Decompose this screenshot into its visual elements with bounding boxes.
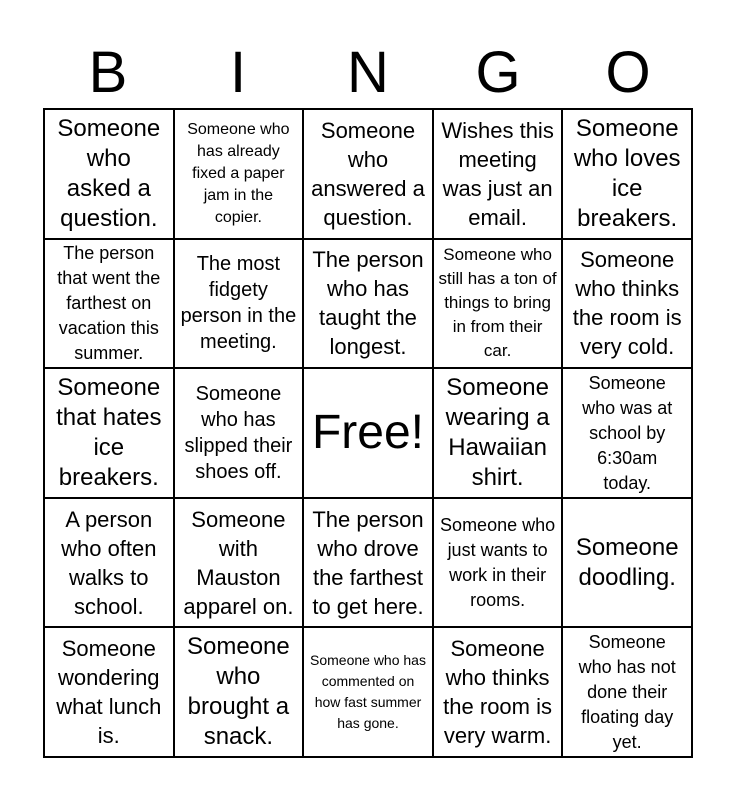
- bingo-cell[interactable]: [303, 368, 433, 498]
- cell-text: Someone with Mauston apparel on.: [183, 506, 294, 619]
- bingo-cell[interactable]: [174, 498, 304, 628]
- bingo-cell[interactable]: [44, 498, 174, 628]
- cell-text: Someone who answered a question.: [311, 117, 425, 230]
- bingo-cell[interactable]: [303, 109, 433, 239]
- bingo-cell[interactable]: [433, 627, 563, 757]
- bingo-cell[interactable]: [433, 109, 563, 239]
- bingo-cell[interactable]: [174, 627, 304, 757]
- free-space: Free!: [311, 405, 424, 459]
- cell-text: Someone who just wants to work in their rooms.: [440, 514, 556, 610]
- cell-text: Someone who thinks the room is very cold.: [572, 247, 682, 360]
- bingo-cell[interactable]: [303, 239, 433, 369]
- bingo-header: [43, 40, 693, 106]
- bingo-cell[interactable]: [174, 368, 304, 498]
- header-letter-o: O: [605, 40, 651, 105]
- cell-text: Someone who still has a ton of things to bring in from their car.: [438, 245, 557, 361]
- header-letter-b: B: [88, 40, 128, 105]
- cell-text: The person who drove the farthest to get here.: [312, 506, 424, 619]
- header-letter-i: I: [229, 40, 247, 105]
- cell-text: Someone who thinks the room is very warm.: [443, 636, 552, 749]
- cell-text: Someone wearing a Hawaiian shirt.: [445, 373, 550, 491]
- cell-text: Someone who loves ice breakers.: [573, 114, 681, 232]
- bingo-cell[interactable]: [562, 627, 692, 757]
- bingo-cell[interactable]: [44, 109, 174, 239]
- cell-text: Someone who brought a snack.: [187, 633, 290, 751]
- cell-text: The most fidgety person in the meeting.: [180, 253, 297, 354]
- bingo-cell[interactable]: [562, 498, 692, 628]
- bingo-cell[interactable]: [174, 239, 304, 369]
- cell-text: The person that went the farthest on vacation this summer.: [57, 242, 161, 363]
- bingo-board: [43, 108, 693, 758]
- cell-text: Someone who was at school by 6:30am today.: [582, 372, 673, 493]
- cell-text: Someone who has already fixed a paper jam in the copier.: [187, 120, 290, 226]
- cell-text: Someone who has not done their floating day yet.: [578, 631, 676, 752]
- bingo-cell[interactable]: [433, 368, 563, 498]
- bingo-cell[interactable]: [562, 239, 692, 369]
- bingo-cell[interactable]: [433, 498, 563, 628]
- cell-text: Wishes this meeting was just an email.: [441, 117, 554, 230]
- bingo-cell[interactable]: [433, 239, 563, 369]
- cell-text: Someone wondering what lunch is.: [56, 636, 162, 749]
- bingo-cell[interactable]: [562, 368, 692, 498]
- bingo-cell[interactable]: [44, 368, 174, 498]
- header-letter-n: N: [347, 40, 389, 105]
- bingo-cell[interactable]: [174, 109, 304, 239]
- cell-text: Someone who has commented on how fast summer has gone.: [310, 652, 426, 732]
- bingo-cell[interactable]: [303, 627, 433, 757]
- cell-text: Someone who asked a question.: [57, 114, 161, 232]
- bingo-cell[interactable]: [44, 627, 174, 757]
- cell-text: Someone who has slipped their shoes off.: [184, 382, 293, 483]
- cell-text: Someone doodling.: [575, 533, 679, 591]
- cell-text: Someone that hates ice breakers.: [56, 373, 162, 491]
- header-letter-g: G: [475, 40, 521, 105]
- cell-text: The person who has taught the longest.: [312, 247, 424, 360]
- cell-text: A person who often walks to school.: [61, 506, 157, 619]
- bingo-cell[interactable]: [562, 109, 692, 239]
- bingo-cell[interactable]: [303, 498, 433, 628]
- bingo-cell[interactable]: [44, 239, 174, 369]
